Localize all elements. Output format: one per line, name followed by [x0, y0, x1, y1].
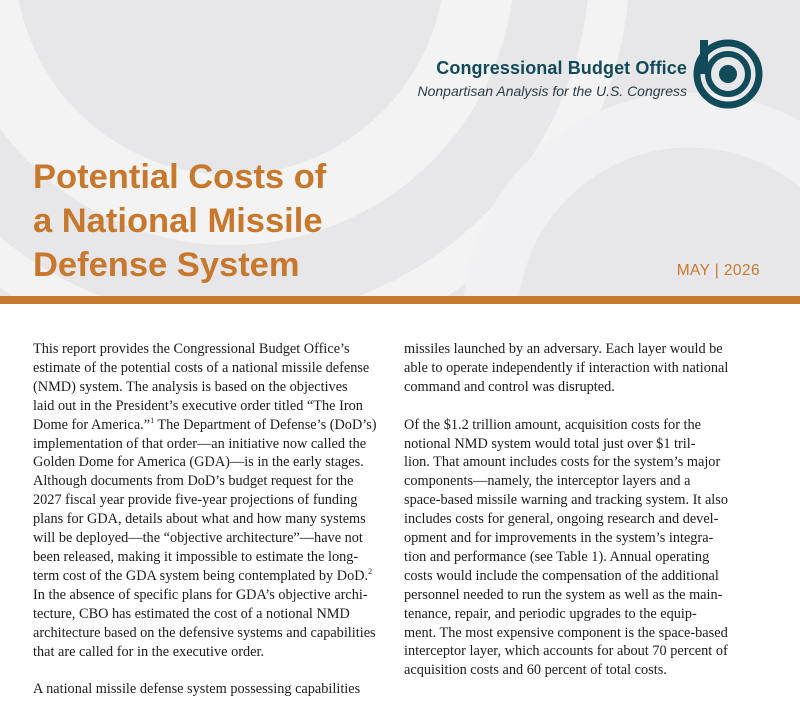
text-fragment: The Department of Defense’s (DoD’s)	[154, 416, 377, 433]
paragraph-intro	[33, 340, 391, 661]
title-line-3: Defense System	[33, 246, 300, 284]
body-column-right	[404, 340, 776, 699]
title-line-1: Potential Costs of	[33, 158, 327, 196]
text-line: tion and performance (see Table 1). Annual operating	[404, 548, 710, 565]
cbo-logo-icon	[692, 38, 764, 110]
text-line: estimate of the potential costs of a national missile defense	[33, 359, 370, 376]
text-line: costs would include the compensation of the additional	[404, 567, 719, 584]
text-line: Golden Dome for America (GDA)—is in the early stages.	[33, 454, 364, 471]
text-line: A national missile defense system possessing capabilities	[33, 681, 361, 698]
text-line: that are called for in the executive order.	[33, 643, 265, 660]
brand-name: Congressional Budget Office	[436, 58, 687, 78]
publication-date: MAY | 2026	[676, 262, 760, 279]
text-line: opment and for improvements in the system’s integra-	[404, 530, 714, 547]
text-line: missiles launched by an adversary. Each layer would be	[404, 341, 723, 357]
paragraph-continued	[33, 680, 391, 699]
text-line: acquisition costs and 60 percent of total costs.	[404, 662, 667, 679]
text-line: tenance, repair, and periodic upgrades to the equip-	[404, 605, 697, 622]
text-line: able to operate independently if interaction with national	[404, 359, 729, 376]
footnote-ref-2[interactable]: 2	[368, 567, 373, 577]
text-line: Of the $1.2 trillion amount, acquisition costs for the	[404, 416, 702, 433]
text-line: implementation of that order—an initiative now called the	[33, 435, 367, 452]
body-column-left	[33, 340, 391, 718]
text-fragment: term cost of the GDA system being contemplated by DoD.	[33, 567, 369, 584]
text-line: ment. The most expensive component is the space-based	[404, 624, 728, 641]
text-line: architecture based on the defensive systems and capabilities	[33, 624, 376, 641]
text-line	[33, 567, 391, 586]
text-line: been released, making it impossible to estimate the long-	[33, 548, 359, 565]
brand-tagline: Nonpartisan Analysis for the U.S. Congress	[417, 83, 687, 99]
text-line: command and control was disrupted.	[404, 378, 615, 395]
text-line: notional NMD system would total just over $1 tril-	[404, 435, 696, 452]
text-line: Although documents from DoD’s budget request for the	[33, 473, 354, 490]
text-line: 2027 fiscal year provide five-year projections of funding	[33, 492, 358, 509]
text-line: lion. That amount includes costs for the system’s major	[404, 454, 721, 471]
text-line: components—namely, the interceptor layers and a	[404, 473, 691, 490]
text-line: interceptor layer, which accounts for about 70 percent of	[404, 643, 728, 660]
text-line: laid out in the President’s executive order titled “The Iron	[33, 397, 363, 414]
text-line: includes costs for general, ongoing research and devel-	[404, 511, 719, 528]
title-line-2: a National Missile	[33, 202, 323, 240]
text-line: tecture, CBO has estimated the cost of a notional NMD	[33, 605, 350, 622]
text-line: (NMD) system. The analysis is based on the objectives	[33, 378, 348, 395]
text-line: space-based missile warning and tracking system. It also	[404, 492, 728, 509]
text-line: This report provides the Congressional Budget Office’s	[33, 341, 350, 357]
text-line: plans for GDA, details about what and how many systems	[33, 511, 366, 528]
footnote-ref-1[interactable]: 1	[150, 415, 155, 425]
text-line: will be deployed—the “objective architecture”—have not	[33, 530, 363, 547]
paragraph-layers	[404, 340, 776, 397]
report-title	[33, 155, 453, 287]
report-header	[0, 0, 800, 296]
text-line	[33, 416, 391, 435]
header-divider	[0, 296, 800, 304]
brand-block	[418, 58, 688, 99]
text-line: personnel needed to run the system as well as the main-	[404, 586, 723, 603]
text-line: In the absence of specific plans for GDA’s objective archi-	[33, 586, 368, 603]
paragraph-costs	[404, 416, 776, 681]
text-fragment: Dome for America.”	[33, 416, 151, 433]
